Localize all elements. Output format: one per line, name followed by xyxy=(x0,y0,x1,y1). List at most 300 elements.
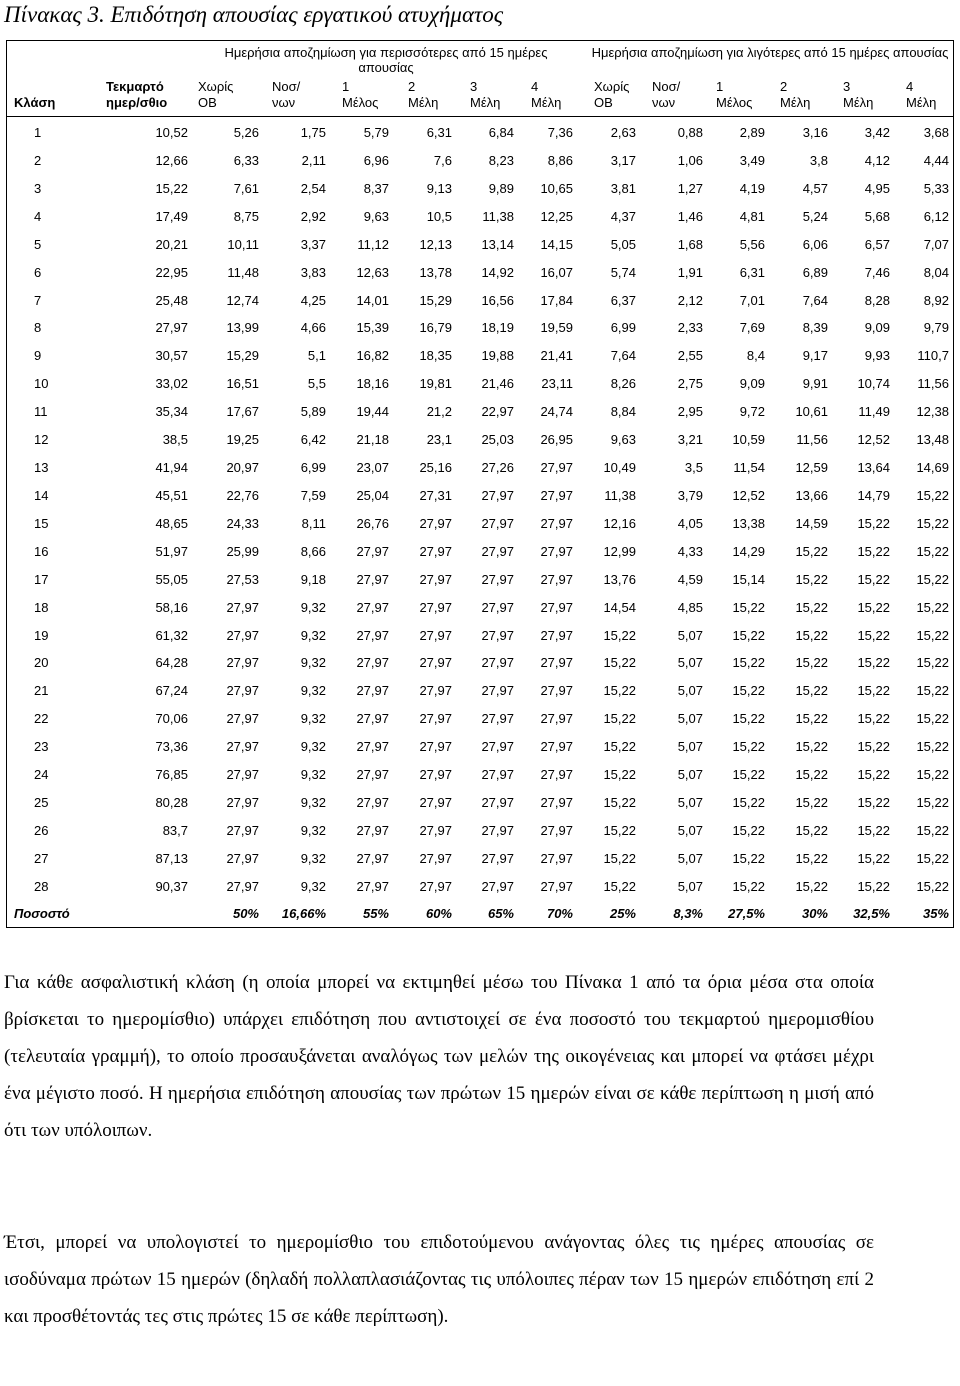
cell-value: 4,81 xyxy=(739,208,765,224)
cell-tekmarto: 10,52 xyxy=(155,125,188,140)
cell-value: 27,97 xyxy=(481,515,514,531)
cell-value: 27,97 xyxy=(356,711,389,727)
cell-value: 15,22 xyxy=(603,627,636,643)
cell-value: 15,22 xyxy=(732,739,765,755)
cell-value: 21,41 xyxy=(540,348,573,364)
table-row xyxy=(6,845,954,873)
cell-tekmarto: 67,24 xyxy=(155,683,188,699)
cell-value: 5,24 xyxy=(802,208,828,224)
cell-value: 5,56 xyxy=(739,236,765,252)
cell-value: 4,66 xyxy=(300,320,326,336)
cell-value: 10,65 xyxy=(540,180,573,196)
cell-tekmarto: 61,32 xyxy=(155,627,188,643)
cell-value: 18,19 xyxy=(481,320,514,336)
cell-value: 27,97 xyxy=(481,739,514,755)
table-row xyxy=(6,259,954,287)
cell-value: 15,22 xyxy=(732,599,765,615)
header-group-less-15-days: Ημερήσια αποζημίωση για λιγότερες από 15 ημέρες απουσίας xyxy=(591,45,949,60)
cell-value: 9,32 xyxy=(300,739,326,755)
table-row xyxy=(6,314,954,342)
cell-value: 6,12 xyxy=(923,208,949,224)
subheader-5-line1: 3 xyxy=(470,79,478,94)
cell-value: 6,42 xyxy=(300,432,326,448)
table-row xyxy=(6,147,954,175)
cell-value: 15,22 xyxy=(916,571,949,587)
table-row xyxy=(6,398,954,426)
cell-klasi: 15 xyxy=(34,515,49,531)
cell-value: 5,89 xyxy=(300,404,326,420)
cell-value: 19,44 xyxy=(356,404,389,420)
cell-value: 7,61 xyxy=(233,180,259,196)
cell-value: 9,91 xyxy=(802,376,828,392)
cell-value: 9,32 xyxy=(300,711,326,727)
percent-value: 35% xyxy=(922,906,949,921)
cell-value: 24,74 xyxy=(540,404,573,420)
cell-value: 6,57 xyxy=(864,236,890,252)
subheader-7-line1: Χωρίς xyxy=(594,79,630,94)
cell-value: 10,61 xyxy=(795,404,828,420)
cell-value: 15,22 xyxy=(857,767,890,783)
subheader-10-line2: Μέλη xyxy=(780,95,811,110)
cell-value: 6,31 xyxy=(426,125,452,140)
cell-value: 4,12 xyxy=(864,152,890,168)
cell-value: 15,22 xyxy=(857,627,890,643)
cell-value: 9,93 xyxy=(864,348,890,364)
cell-value: 15,22 xyxy=(603,655,636,671)
cell-value: 4,44 xyxy=(923,152,949,168)
cell-value: 27,97 xyxy=(419,767,452,783)
cell-value: 21,18 xyxy=(356,432,389,448)
cell-value: 15,22 xyxy=(916,739,949,755)
cell-value: 15,22 xyxy=(603,711,636,727)
cell-value: 9,09 xyxy=(864,320,890,336)
cell-tekmarto: 17,49 xyxy=(155,208,188,224)
subheader-7-line2: ΟΒ xyxy=(594,95,613,110)
cell-value: 3,16 xyxy=(802,125,828,140)
cell-value: 27,97 xyxy=(419,627,452,643)
cell-value: 15,22 xyxy=(916,543,949,559)
cell-value: 4,25 xyxy=(300,292,326,308)
cell-tekmarto: 27,97 xyxy=(155,320,188,336)
table-row xyxy=(6,482,954,510)
cell-klasi: 11 xyxy=(34,404,48,420)
cell-value: 8,04 xyxy=(923,264,949,280)
cell-klasi: 10 xyxy=(34,376,49,392)
header-klasi: Κλάση xyxy=(14,95,56,110)
table-row xyxy=(6,370,954,398)
cell-klasi: 8 xyxy=(34,320,42,336)
cell-value: 27,97 xyxy=(226,795,259,811)
table-row xyxy=(6,761,954,789)
cell-value: 26,95 xyxy=(540,432,573,448)
cell-value: 9,13 xyxy=(426,180,452,196)
cell-value: 10,11 xyxy=(227,236,259,252)
cell-value: 20,97 xyxy=(226,460,259,476)
cell-value: 17,84 xyxy=(540,292,573,308)
subheader-2-line2: νων xyxy=(272,95,296,110)
cell-value: 27,97 xyxy=(419,683,452,699)
cell-value: 27,97 xyxy=(540,683,573,699)
cell-value: 15,14 xyxy=(732,571,765,587)
cell-value: 2,54 xyxy=(300,180,326,196)
cell-tekmarto: 33,02 xyxy=(155,376,188,392)
cell-value: 15,39 xyxy=(356,320,389,336)
cell-value: 5,1 xyxy=(307,348,326,364)
cell-klasi: 18 xyxy=(34,599,49,615)
cell-value: 4,59 xyxy=(677,571,703,587)
cell-klasi: 14 xyxy=(34,487,49,503)
cell-klasi: 16 xyxy=(34,543,49,559)
cell-value: 25,04 xyxy=(356,487,389,503)
cell-value: 2,55 xyxy=(677,348,703,364)
cell-value: 27,97 xyxy=(540,767,573,783)
cell-value: 8,11 xyxy=(301,515,326,531)
cell-value: 3,8 xyxy=(809,152,828,168)
cell-value: 3,68 xyxy=(923,125,949,140)
cell-value: 19,81 xyxy=(419,376,452,392)
cell-value: 5,68 xyxy=(864,208,890,224)
cell-value: 15,22 xyxy=(795,599,828,615)
percent-value: 30% xyxy=(801,906,828,921)
cell-value: 8,26 xyxy=(610,376,636,392)
table-row xyxy=(6,119,954,147)
subheader-6-line2: Μέλη xyxy=(531,95,562,110)
cell-value: 22,97 xyxy=(481,404,514,420)
cell-tekmarto: 35,34 xyxy=(155,404,188,420)
cell-value: 27,26 xyxy=(481,460,514,476)
cell-value: 2,33 xyxy=(677,320,703,336)
table-row xyxy=(6,203,954,231)
cell-value: 8,4 xyxy=(746,348,765,364)
cell-klasi: 3 xyxy=(34,180,42,196)
subheader-12-line1: 4 xyxy=(906,79,914,94)
cell-value: 13,48 xyxy=(916,432,949,448)
cell-value: 13,76 xyxy=(603,571,636,587)
cell-value: 5,26 xyxy=(233,125,259,140)
cell-tekmarto: 48,65 xyxy=(155,515,188,531)
cell-value: 9,63 xyxy=(363,208,389,224)
cell-value: 6,33 xyxy=(233,152,259,168)
cell-value: 15,22 xyxy=(795,655,828,671)
cell-value: 5,07 xyxy=(677,795,703,811)
cell-value: 6,89 xyxy=(802,264,828,280)
cell-value: 27,97 xyxy=(419,599,452,615)
cell-value: 8,75 xyxy=(233,208,259,224)
cell-value: 15,22 xyxy=(857,850,890,866)
cell-value: 15,22 xyxy=(916,878,949,894)
cell-tekmarto: 83,7 xyxy=(162,823,188,838)
table-row xyxy=(6,594,954,622)
percent-value: 70% xyxy=(546,906,573,921)
cell-value: 27,97 xyxy=(481,487,514,503)
cell-value: 5,07 xyxy=(677,627,703,643)
cell-tekmarto: 51,97 xyxy=(155,543,188,559)
cell-value: 1,27 xyxy=(677,180,703,196)
cell-value: 23,07 xyxy=(356,460,389,476)
cell-klasi: 27 xyxy=(34,850,49,866)
cell-klasi: 20 xyxy=(34,655,49,671)
cell-value: 15,22 xyxy=(603,683,636,699)
cell-value: 9,32 xyxy=(300,655,326,671)
cell-value: 15,22 xyxy=(916,655,949,671)
subheader-8-line1: Νοσ/ xyxy=(652,79,681,94)
cell-value: 27,97 xyxy=(419,878,452,894)
cell-value: 15,22 xyxy=(916,487,949,503)
cell-klasi: 7 xyxy=(34,292,42,308)
cell-value: 27,97 xyxy=(540,655,573,671)
cell-value: 27,97 xyxy=(226,850,259,866)
cell-value: 12,74 xyxy=(226,292,259,308)
cell-value: 14,29 xyxy=(732,543,765,559)
cell-value: 27,97 xyxy=(540,795,573,811)
cell-value: 27,97 xyxy=(356,767,389,783)
cell-value: 6,99 xyxy=(300,460,326,476)
cell-value: 22,76 xyxy=(226,487,259,503)
cell-value: 16,82 xyxy=(356,348,389,364)
cell-value: 9,32 xyxy=(300,767,326,783)
cell-tekmarto: 25,48 xyxy=(155,292,188,308)
cell-value: 15,22 xyxy=(857,571,890,587)
subheader-12-line2: Μέλη xyxy=(906,95,937,110)
subheader-4-line1: 2 xyxy=(408,79,416,94)
cell-value: 7,64 xyxy=(610,348,636,364)
cell-value: 15,22 xyxy=(795,795,828,811)
cell-value: 18,35 xyxy=(419,348,452,364)
cell-value: 23,11 xyxy=(541,376,573,392)
cell-value: 9,32 xyxy=(300,627,326,643)
cell-value: 13,64 xyxy=(857,460,890,476)
cell-value: 5,79 xyxy=(363,125,389,140)
cell-value: 15,22 xyxy=(603,739,636,755)
subheader-1-line1: Χωρίς xyxy=(198,79,234,94)
page-title: Πίνακας 3. Επιδότηση απουσίας εργατικού ατυχήματος xyxy=(4,2,504,27)
cell-value: 12,63 xyxy=(356,264,389,280)
cell-value: 27,97 xyxy=(356,627,389,643)
cell-value: 27,97 xyxy=(226,823,259,838)
cell-value: 9,09 xyxy=(739,376,765,392)
percent-value: 8,3% xyxy=(673,906,703,921)
cell-tekmarto: 70,06 xyxy=(155,711,188,727)
cell-value: 7,69 xyxy=(739,320,765,336)
cell-tekmarto: 12,66 xyxy=(155,152,188,168)
cell-value: 27,97 xyxy=(356,655,389,671)
cell-value: 27,97 xyxy=(540,627,573,643)
cell-value: 4,19 xyxy=(739,180,765,196)
cell-value: 27,97 xyxy=(356,823,389,838)
cell-value: 8,23 xyxy=(488,152,514,168)
cell-value: 4,33 xyxy=(677,543,703,559)
cell-value: 9,32 xyxy=(300,599,326,615)
cell-value: 8,92 xyxy=(923,292,949,308)
cell-value: 4,37 xyxy=(610,208,636,224)
cell-value: 9,32 xyxy=(300,683,326,699)
table-row xyxy=(6,426,954,454)
cell-value: 3,37 xyxy=(300,236,326,252)
cell-klasi: 21 xyxy=(34,683,49,699)
cell-value: 14,15 xyxy=(540,236,573,252)
cell-value: 27,97 xyxy=(540,878,573,894)
cell-value: 9,17 xyxy=(802,348,828,364)
cell-value: 5,07 xyxy=(677,850,703,866)
cell-value: 15,22 xyxy=(603,795,636,811)
cell-value: 12,38 xyxy=(916,404,949,420)
cell-value: 5,74 xyxy=(610,264,636,280)
cell-value: 5,07 xyxy=(677,823,703,838)
cell-value: 27,97 xyxy=(481,850,514,866)
cell-value: 15,22 xyxy=(603,850,636,866)
paragraph-2: Έτσι, μπορεί να υπολογιστεί το ημερομίσθιο του επιδοτούμενου ανάγοντας όλες τις ημέρες απουσίας σε ισοδύναμα πρώτων 15 ημερών (δηλαδή πολλαπλασιάζοντας τις υπόλοιπες πέραν των 15 ημερών επιδότηση επί 2 και προσθέτοντάς τες στις πρώτες 15 σε κάθε περίπτωση). xyxy=(4,1232,874,1327)
cell-klasi: 24 xyxy=(34,767,49,783)
subheader-10-line1: 2 xyxy=(780,79,788,94)
cell-value: 19,88 xyxy=(481,348,514,364)
cell-value: 3,21 xyxy=(677,432,703,448)
cell-value: 5,07 xyxy=(677,878,703,894)
cell-value: 3,83 xyxy=(300,264,326,280)
subheader-5-line2: Μέλη xyxy=(470,95,501,110)
cell-value: 15,22 xyxy=(732,711,765,727)
cell-value: 2,63 xyxy=(610,125,636,140)
cell-value: 15,22 xyxy=(795,711,828,727)
cell-value: 27,97 xyxy=(356,543,389,559)
cell-value: 11,12 xyxy=(357,236,389,252)
cell-value: 2,11 xyxy=(301,152,326,168)
cell-value: 4,85 xyxy=(677,599,703,615)
subheader-11-line2: Μέλη xyxy=(843,95,874,110)
subheader-6-line1: 4 xyxy=(531,79,539,94)
header-divider xyxy=(6,116,954,117)
cell-value: 15,22 xyxy=(732,683,765,699)
cell-value: 27,97 xyxy=(356,571,389,587)
percent-row xyxy=(6,900,954,928)
cell-value: 15,22 xyxy=(732,767,765,783)
cell-value: 27,97 xyxy=(226,683,259,699)
cell-value: 14,69 xyxy=(916,460,949,476)
cell-value: 27,97 xyxy=(419,711,452,727)
cell-value: 13,14 xyxy=(481,236,514,252)
cell-value: 15,22 xyxy=(916,767,949,783)
cell-klasi: 6 xyxy=(34,264,42,280)
cell-value: 27,97 xyxy=(540,599,573,615)
cell-value: 14,79 xyxy=(857,487,890,503)
cell-value: 27,97 xyxy=(540,515,573,531)
cell-value: 13,66 xyxy=(795,487,828,503)
cell-tekmarto: 20,21 xyxy=(155,236,188,252)
cell-value: 9,32 xyxy=(300,823,326,838)
cell-value: 15,22 xyxy=(857,739,890,755)
cell-value: 6,84 xyxy=(488,125,514,140)
cell-value: 27,97 xyxy=(540,739,573,755)
cell-value: 25,99 xyxy=(226,543,259,559)
cell-tekmarto: 30,57 xyxy=(155,348,188,364)
cell-value: 27,97 xyxy=(226,655,259,671)
cell-value: 27,97 xyxy=(540,711,573,727)
cell-value: 15,22 xyxy=(603,823,636,838)
table-row xyxy=(6,287,954,315)
cell-value: 27,97 xyxy=(419,515,452,531)
cell-value: 5,33 xyxy=(923,180,949,196)
cell-value: 15,22 xyxy=(857,795,890,811)
cell-value: 27,97 xyxy=(481,599,514,615)
table-row xyxy=(6,538,954,566)
cell-value: 27,31 xyxy=(419,487,452,503)
cell-value: 10,49 xyxy=(603,460,636,476)
cell-value: 27,97 xyxy=(540,543,573,559)
subheader-8-line2: νων xyxy=(652,95,676,110)
percent-value: 65% xyxy=(487,906,514,921)
cell-value: 27,97 xyxy=(226,711,259,727)
cell-value: 6,96 xyxy=(363,152,389,168)
cell-value: 15,22 xyxy=(916,823,949,838)
subheader-11-line1: 3 xyxy=(843,79,851,94)
table-row xyxy=(6,566,954,594)
cell-value: 8,84 xyxy=(610,404,636,420)
table-row xyxy=(6,817,954,845)
cell-value: 15,29 xyxy=(419,292,452,308)
cell-value: 5,07 xyxy=(677,767,703,783)
cell-value: 25,03 xyxy=(481,432,514,448)
cell-value: 7,36 xyxy=(547,125,573,140)
cell-value: 6,31 xyxy=(739,264,765,280)
cell-value: 11,48 xyxy=(227,264,259,280)
cell-value: 15,22 xyxy=(916,795,949,811)
subheader-1-line2: ΟΒ xyxy=(198,95,217,110)
cell-value: 14,54 xyxy=(603,599,636,615)
cell-value: 6,06 xyxy=(802,236,828,252)
cell-value: 16,07 xyxy=(540,264,573,280)
cell-klasi: 5 xyxy=(34,236,42,252)
cell-value: 15,22 xyxy=(795,543,828,559)
cell-value: 27,97 xyxy=(481,795,514,811)
cell-tekmarto: 55,05 xyxy=(155,571,188,587)
cell-value: 15,22 xyxy=(916,515,949,531)
cell-value: 5,07 xyxy=(677,655,703,671)
cell-value: 27,97 xyxy=(481,823,514,838)
cell-value: 3,79 xyxy=(677,487,703,503)
cell-value: 9,63 xyxy=(610,432,636,448)
cell-value: 15,22 xyxy=(857,711,890,727)
cell-value: 26,76 xyxy=(356,515,389,531)
subheader-3-line2: Μέλος xyxy=(342,95,379,110)
cell-value: 15,22 xyxy=(732,823,765,838)
cell-value: 5,07 xyxy=(677,711,703,727)
percent-value: 60% xyxy=(425,906,452,921)
cell-value: 10,74 xyxy=(857,376,890,392)
cell-value: 7,07 xyxy=(923,236,949,252)
cell-value: 15,22 xyxy=(603,878,636,894)
cell-value: 16,79 xyxy=(419,320,452,336)
cell-klasi: 28 xyxy=(34,878,49,894)
cell-value: 15,29 xyxy=(226,348,259,364)
table-row xyxy=(6,622,954,650)
cell-value: 11,38 xyxy=(482,208,514,224)
cell-value: 24,33 xyxy=(226,515,259,531)
cell-value: 27,97 xyxy=(419,850,452,866)
percent-value: 50% xyxy=(232,906,259,921)
cell-value: 3,5 xyxy=(684,460,703,476)
cell-value: 27,97 xyxy=(419,655,452,671)
cell-value: 15,22 xyxy=(732,795,765,811)
cell-value: 27,97 xyxy=(226,767,259,783)
table-row xyxy=(6,454,954,482)
subheader-4-line2: Μέλη xyxy=(408,95,439,110)
cell-value: 15,22 xyxy=(916,683,949,699)
cell-value: 12,52 xyxy=(732,487,765,503)
cell-value: 12,52 xyxy=(857,432,890,448)
header-tekmarto-line1: Τεκμαρτό xyxy=(106,79,164,94)
cell-klasi: 25 xyxy=(34,795,49,811)
cell-value: 4,05 xyxy=(677,515,703,531)
cell-value: 15,22 xyxy=(732,627,765,643)
